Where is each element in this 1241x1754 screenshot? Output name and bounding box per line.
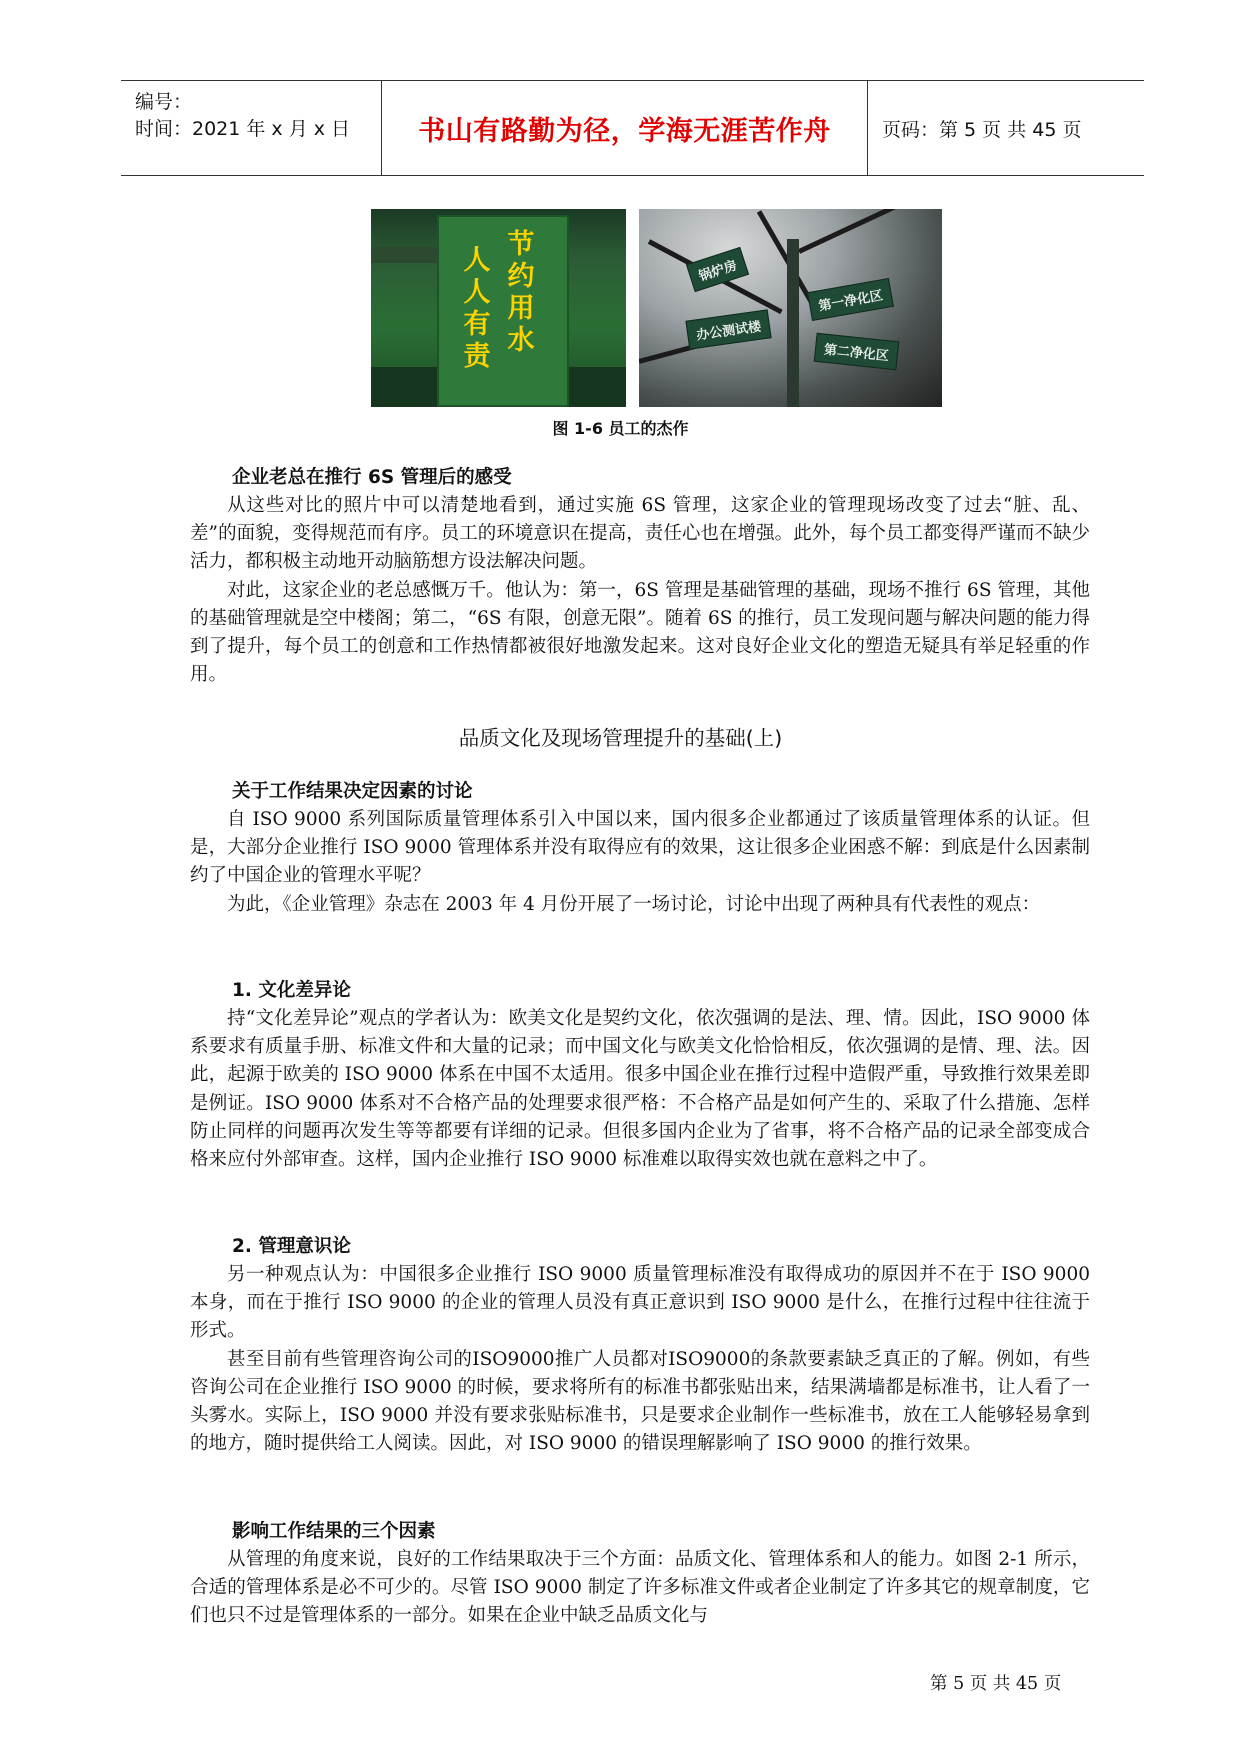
header-motto-cell [382,81,868,175]
section-three-factors [190,1518,1090,1631]
tree-branch [798,209,927,254]
section-management-awareness [190,1233,1090,1458]
section-discussion [190,778,1090,919]
paragraph: 从这些对比的照片中可以清楚地看到，通过实施 6S 管理，这家企业的管理现场改变了过去“脏、乱、差”的面貌，变得规范而有序。员工的环境意识在提高，责任心也在增强。此外，每个员工都变得严谨而不缺少活力，都积极主动地开动脑筋想方设法解决问题。 [190,495,1090,573]
page-label: 页码：第 5 页 共 45 页 [882,118,1082,141]
sign-text-col1: 节约用水 [507,229,535,356]
chapter-title: 品质文化及现场管理提升的基础(上) [458,726,783,750]
header-page-cell [868,81,1144,175]
motto: 书山有路勤为径，学海无涯苦作舟 [418,115,831,147]
sign-text-col2: 人人有责 [463,245,491,372]
page-header [121,80,1144,176]
number-label: 编号： [135,91,193,113]
signpost-pole [787,239,799,407]
page-footer: 第 5 页 共 45 页 [930,1674,1062,1694]
section-heading: 影响工作结果的三个因素 [232,1521,436,1542]
signpost-arrow: 第二净化区 [814,333,900,371]
signpost-arrow: 办公测试楼 [685,309,771,349]
photo-water-sign [371,209,626,407]
section-heading: 2. 管理意识论 [232,1236,351,1257]
time-label: 时间：2021 年 x 月 x 日 [135,118,351,140]
paragraph: 为此，《企业管理》杂志在 2003 年 4 月份开展了一场讨论，讨论中出现了两种具有代表性的观点： [227,893,1041,915]
section-culture-difference [190,977,1090,1174]
signpost-arrow: 锅炉房 [686,247,749,292]
paragraph: 自 ISO 9000 系列国际质量管理体系引入中国以来，国内很多企业都通过了该质量管理体系的认证。但是，大部分企业推行 ISO 9000 管理体系并没有取得应有的效果，这让很多企业困惑不解：到底是什么因素制约了中国企业的管理水平呢？ [190,809,1090,887]
paragraph: 持“文化差异论”观点的学者认为：欧美文化是契约文化，依次强调的是法、理、情。因此，ISO 9000 体系要求有质量手册、标准文件和大量的记录；而中国文化与欧美文化恰恰相反，依次强调的是情、理、法。因此，起源于欧美的 ISO 9000 体系在中国不太适用。很多中国企业在推行过程中造假严重，导致推行效果差即是例证。ISO 9000 体系对不合格产品的处理要求很严格：不合格产品是如何产生的、采取了什么措施、怎样防止同样的问题再次发生等等都要有详细的记录。但很多国内企业为了省事，将不合格产品的记录全部变成合格来应付外部审查。这样，国内企业推行 ISO 9000 标准难以取得实效也就在意料之中了。 [190,1008,1090,1171]
section-heading: 企业老总在推行 6S 管理后的感受 [232,467,512,488]
paragraph: 另一种观点认为：中国很多企业推行 ISO 9000 质量管理标准没有取得成功的原因并不在于 ISO 9000 本身，而在于推行 ISO 9000 的企业的管理人员没有真正意识到 ISO 9000 是什么，在推行过程中往往流于形式。 [190,1264,1090,1342]
figure-caption: 图 1-6 员工的杰作 [552,419,689,438]
water-sign [441,229,561,372]
section-heading: 关于工作结果决定因素的讨论 [232,781,473,802]
header-meta-cell [121,81,382,175]
section-boss-feelings [190,464,1090,689]
paragraph: 对此，这家企业的老总感慨万千。他认为：第一，6S 管理是基础管理的基础，现场不推行 6S 管理，其他的基础管理就是空中楼阁；第二，“6S 有限，创意无限”。随着 6S 的推行，员工发现问题与解决问题的能力得到了提升，每个员工的创意和工作热情都被很好地激发起来。这对良好企业文化的塑造无疑具有举足轻重的作用。 [190,579,1090,686]
signpost-arrow: 第一净化区 [807,278,894,321]
photo-signpost [639,209,942,407]
paragraph: 从管理的角度来说，良好的工作结果取决于三个方面：品质文化、管理体系和人的能力。如图 2-1 所示，合适的管理体系是必不可少的。尽管 ISO 9000 制定了许多标准文件或者企业制定了许多其它的规章制度，它们也只不过是管理体系的一部分。如果在企业中缺乏品质文化与 [190,1549,1090,1627]
paragraph: 甚至目前有些管理咨询公司的ISO9000推广人员都对ISO9000的条款要素缺乏真正的了解。例如，有些咨询公司在企业推行 ISO 9000 的时候，要求将所有的标准书都张贴出来，结果满墙都是标准书，让人看了一头雾水。实际上，ISO 9000 并没有要求张贴标准书，只是要求企业制作一些标准书，放在工人能够轻易拿到的地方，随时提供给工人阅读。因此，对 ISO 9000 的错误理解影响了 ISO 9000 的推行效果。 [190,1348,1090,1455]
section-heading: 1. 文化差异论 [232,980,351,1001]
